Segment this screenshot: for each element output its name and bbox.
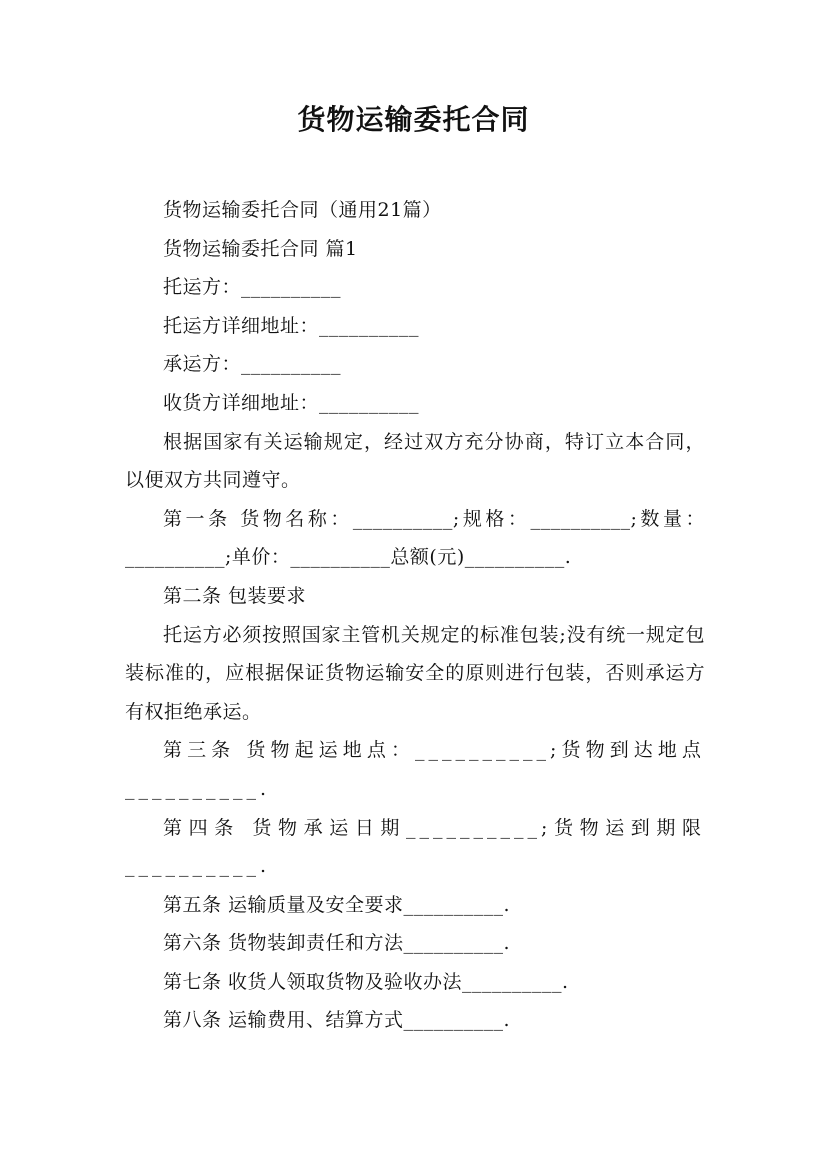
document-title: 货物运输委托合同 bbox=[297, 103, 530, 136]
paragraph-preamble: 根据国家有关运输规定，经过双方充分协商，特订立本合同，以便双方共同遵守。 bbox=[125, 430, 705, 492]
paragraph-article-5: 第五条 运输质量及安全要求__________. bbox=[163, 893, 511, 916]
paragraph-article-4: 第四条 货物承运日期__________;货物运到期限__________. bbox=[125, 816, 705, 878]
paragraph-article-7: 第七条 收货人领取货物及验收办法__________. bbox=[163, 970, 569, 993]
paragraph-carrier: 承运方：__________ bbox=[163, 353, 342, 376]
paragraph-article-1: 第一条 货物名称：__________;规格：__________;数量：__________;单价：__________总额(元)__________. bbox=[125, 507, 705, 569]
paragraph-shipper: 托运方：__________ bbox=[163, 276, 342, 299]
paragraph-article-6: 第六条 货物装卸责任和方法__________. bbox=[163, 932, 511, 955]
document-body bbox=[125, 191, 705, 1040]
paragraph-section-title: 货物运输委托合同 篇1 bbox=[163, 237, 358, 260]
paragraph-article-3: 第三条 货物起运地点：__________;货物到达地点__________. bbox=[125, 739, 705, 800]
paragraph-consignee-address: 收货方详细地址：__________ bbox=[163, 391, 420, 414]
paragraph-shipper-address: 托运方详细地址：__________ bbox=[163, 314, 420, 337]
paragraph-article-8: 第八条 运输费用、结算方式__________. bbox=[163, 1009, 511, 1032]
paragraph-heading: 货物运输委托合同（通用21篇） bbox=[163, 199, 442, 221]
paragraph-article-2: 第二条 包装要求 bbox=[163, 584, 307, 607]
paragraph-article-2-text: 托运方必须按照国家主管机关规定的标准包装;没有统一规定包装标准的，应根据保证货物运输安全的原则进行包装，否则承运方有权拒绝承运。 bbox=[125, 623, 705, 723]
